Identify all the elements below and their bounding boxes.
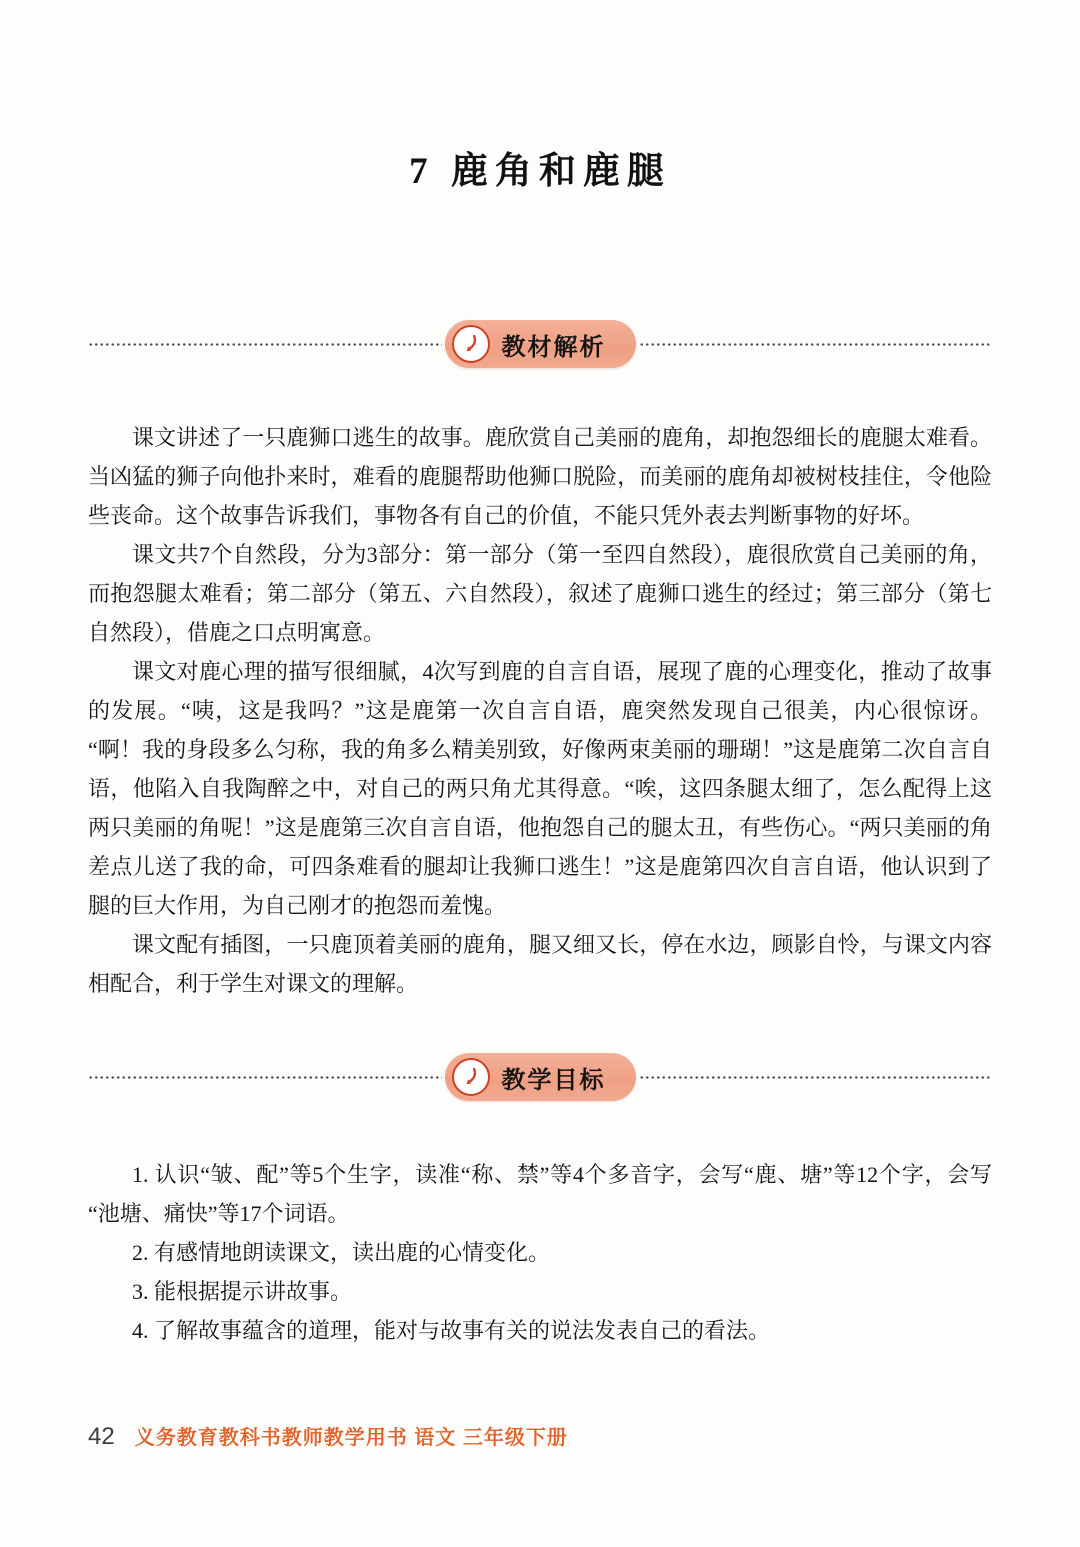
- section-pill-analysis: [445, 320, 636, 368]
- page-footer: [88, 1421, 568, 1451]
- objective-item: 2. 有感情地朗读课文，读出鹿的心情变化。: [132, 1240, 551, 1265]
- analysis-paragraph: 课文配有插图，一只鹿顶着美丽的鹿角，腿又细又长，停在水边，顾影自怜，与课文内容相配合，利于学生对课文的理解。: [88, 932, 992, 996]
- dotted-line-left: [88, 1076, 442, 1079]
- analysis-paragraph: 课文共7个自然段，分为3部分：第一部分（第一至四自然段），鹿很欣赏自己美丽的角，而抱怨腿太难看；第二部分（第五、六自然段），叙述了鹿狮口逃生的经过；第三部分（第七自然段），借鹿之口点明寓意。: [88, 542, 992, 645]
- analysis-paragraph: 课文讲述了一只鹿狮口逃生的故事。鹿欣赏自己美丽的鹿角，却抱怨细长的鹿腿太难看。当凶猛的狮子向他扑来时，难看的鹿腿帮助他狮口脱险，而美丽的鹿角却被树枝挂住，令他险些丧命。这个故事告诉我们，事物各有自己的价值，不能只凭外表去判断事物的好坏。: [88, 425, 992, 528]
- objective-item: 4. 了解故事蕴含的道理，能对与故事有关的说法发表自己的看法。: [132, 1318, 771, 1343]
- lesson-title: 7 鹿角和鹿腿: [409, 151, 671, 192]
- dotted-line-right: [639, 1076, 993, 1079]
- dotted-line-right: [639, 343, 993, 346]
- section-divider-analysis: [88, 320, 992, 368]
- section-divider-objectives: [88, 1053, 992, 1101]
- circled-down-arrow-icon: [452, 1058, 490, 1096]
- objective-item: 1. 认识“皱、配”等5个生字，读准“称、禁”等4个多音字，会写“鹿、塘”等12个字，会写“池塘、痛快”等17个词语。: [88, 1162, 992, 1226]
- objective-item: 3. 能根据提示讲故事。: [132, 1279, 353, 1304]
- section-header-label: 教材解析: [501, 333, 606, 361]
- analysis-body: [88, 418, 992, 1003]
- analysis-paragraph: 课文对鹿心理的描写很细腻，4次写到鹿的自言自语，展现了鹿的心理变化，推动了故事的发展。“咦，这是我吗？”这是鹿第一次自言自语，鹿突然发现自己很美，内心很惊讶。“啊！我的身段多么匀称，我的角多么精美别致，好像两束美丽的珊瑚！”这是鹿第二次自言自语，他陷入自我陶醉之中，对自己的两只角尤其得意。“唉，这四条腿太细了，怎么配得上这两只美丽的角呢！”这是鹿第三次自言自语，他抱怨自己的腿太丑，有些伤心。“两只美丽的角差点儿送了我的命，可四条难看的腿却让我狮口逃生！”这是鹿第四次自言自语，他认识到了腿的巨大作用，为自己刚才的抱怨而羞愧。: [88, 659, 992, 918]
- footer-book-title: 义务教育教科书教师教学用书 语文 三年级下册: [134, 1427, 568, 1449]
- section-header-label: 教学目标: [501, 1066, 606, 1094]
- page-number: 42: [88, 1423, 115, 1450]
- circled-down-arrow-icon: [452, 325, 490, 363]
- section-pill-objectives: [445, 1053, 636, 1101]
- objectives-body: [88, 1155, 992, 1350]
- dotted-line-left: [88, 343, 442, 346]
